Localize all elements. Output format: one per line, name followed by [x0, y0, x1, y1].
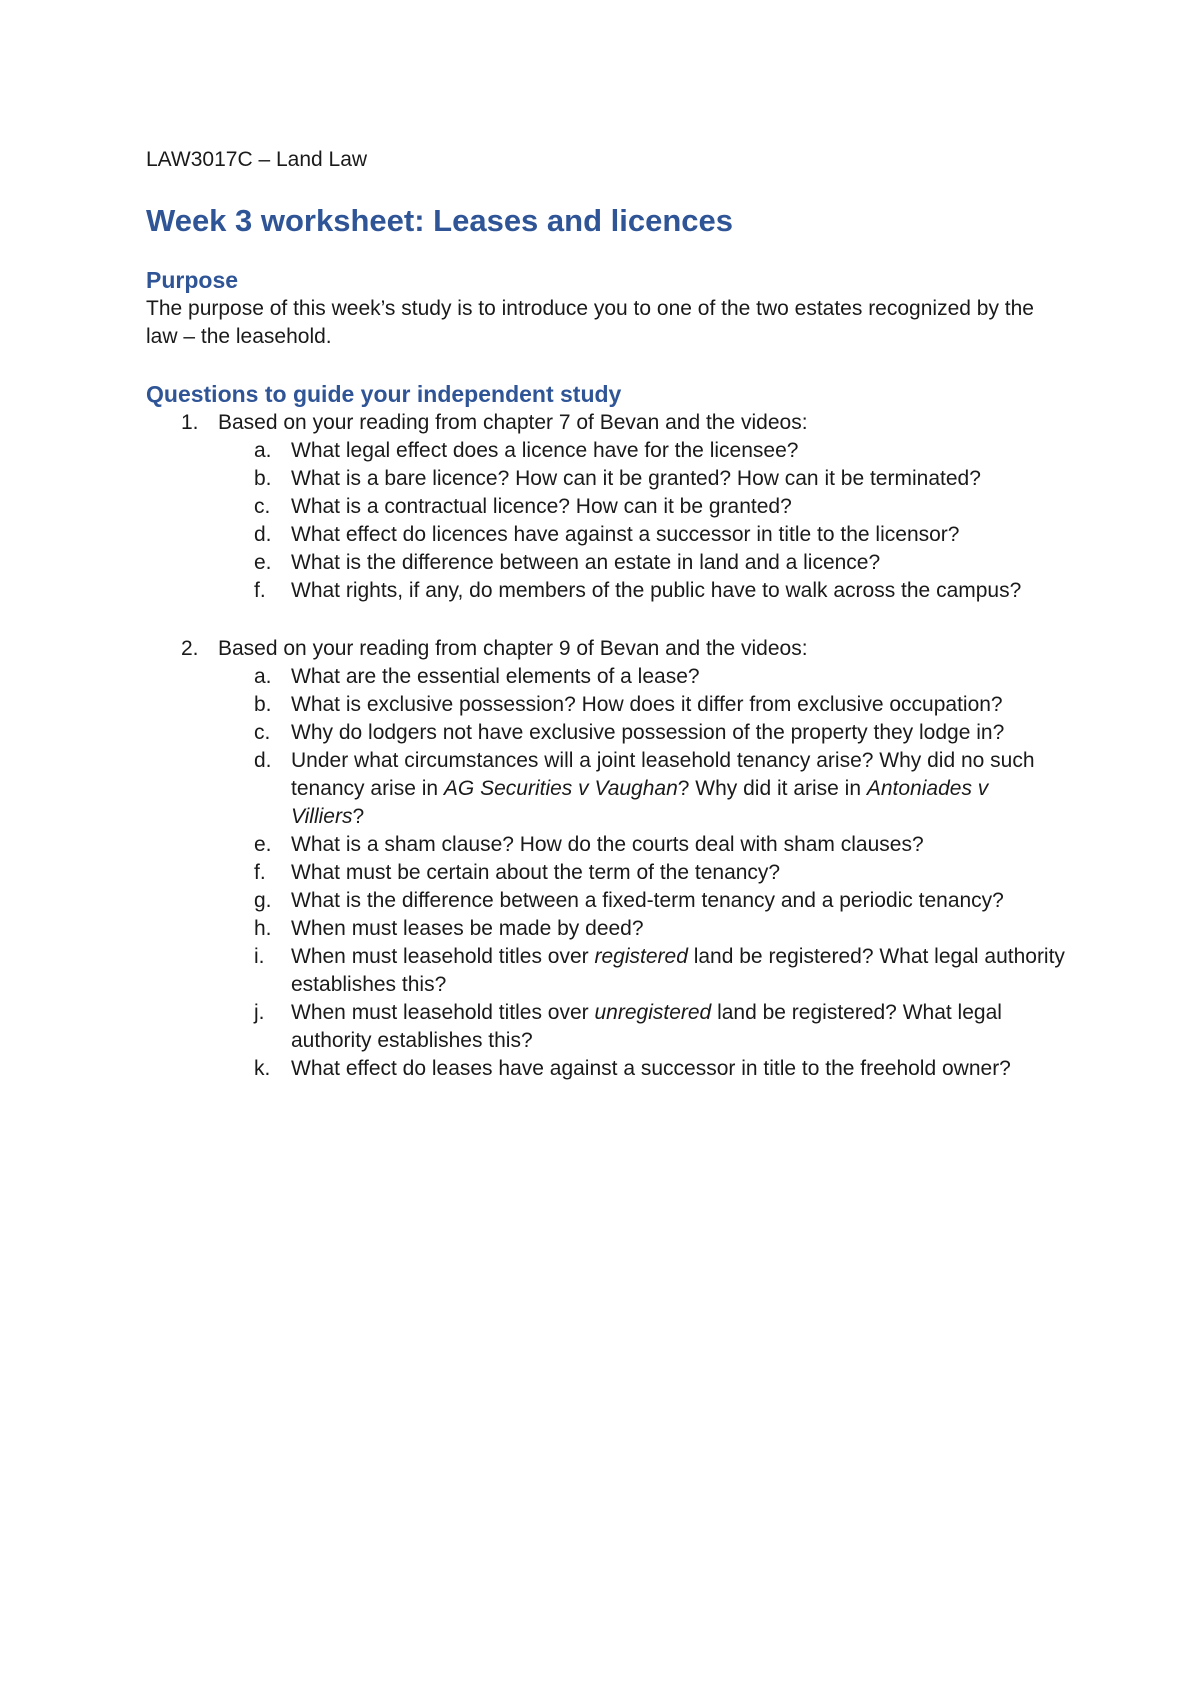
page-title: Week 3 worksheet: Leases and licences — [146, 203, 734, 238]
list-item-text — [291, 1001, 1002, 1052]
list-item-letter: b. — [254, 693, 272, 716]
list-item-text: What is exclusive possession? How does it differ from exclusive occupation? — [291, 693, 1003, 716]
document-content — [146, 146, 1066, 1083]
list-item — [146, 859, 1066, 887]
text-run: ? Why did it arise in — [677, 777, 867, 800]
list-item — [146, 887, 1066, 915]
list-item — [146, 521, 1066, 549]
text-run: When must leasehold titles over — [291, 945, 595, 968]
list-item-letter: b. — [254, 467, 272, 490]
text-run: land be registered? What legal authority establishes this? — [291, 1001, 1002, 1052]
list-item-text: When must leases be made by deed? — [291, 917, 644, 940]
list-item-letter: d. — [254, 749, 272, 772]
text-run: ? — [352, 805, 365, 828]
list-item-text: What is the difference between a fixed-term tenancy and a periodic tenancy? — [291, 889, 1004, 912]
list-item-letter: e. — [254, 833, 272, 856]
list-item-letter: j. — [254, 1001, 265, 1024]
list-item-letter: e. — [254, 551, 272, 574]
list-item-letter: g. — [254, 889, 272, 912]
emphasis: unregistered — [594, 1001, 712, 1024]
list-item — [146, 831, 1066, 859]
list-item — [146, 663, 1066, 691]
list-item-text: What are the essential elements of a lease? — [291, 665, 700, 688]
question-text: Based on your reading from chapter 9 of Bevan and the videos: — [218, 637, 808, 660]
list-item — [146, 1055, 1066, 1083]
case-name: AG Securities v Vaughan — [443, 777, 678, 800]
list-item-letter: k. — [254, 1057, 271, 1080]
list-item-text: What is a contractual licence? How can it be granted? — [291, 495, 792, 518]
list-item-letter: c. — [254, 495, 271, 518]
course-code: LAW3017C – Land Law — [146, 148, 368, 171]
list-item-text: What effect do leases have against a successor in title to the freehold owner? — [291, 1057, 1011, 1080]
list-item-text: What is the difference between an estate in land and a licence? — [291, 551, 881, 574]
list-item-text: Why do lodgers not have exclusive possession of the property they lodge in? — [291, 721, 1005, 744]
list-item — [146, 747, 1066, 831]
question-number: 1. — [181, 411, 199, 434]
question-number: 2. — [181, 637, 199, 660]
list-item — [146, 437, 1066, 465]
list-item-letter: d. — [254, 523, 272, 546]
list-item-letter: f. — [254, 579, 266, 602]
list-item — [146, 493, 1066, 521]
list-item-letter: i. — [254, 945, 265, 968]
list-item-text — [291, 945, 1065, 996]
list-item-letter: h. — [254, 917, 272, 940]
list-item-text: What must be certain about the term of the tenancy? — [291, 861, 781, 884]
list-item — [146, 999, 1066, 1055]
text-run: Under what circumstances will a joint leasehold tenancy arise? Why did no such tenancy arise in — [291, 749, 1035, 800]
purpose-heading: Purpose — [146, 267, 239, 293]
list-item — [146, 465, 1066, 493]
list-item-text: What effect do licences have against a successor in title to the licensor? — [291, 523, 960, 546]
list-item — [146, 577, 1066, 605]
list-item — [146, 943, 1066, 999]
list-item — [146, 719, 1066, 747]
list-item-letter: f. — [254, 861, 266, 884]
emphasis: registered — [594, 945, 688, 968]
question-1 — [146, 409, 1066, 437]
questions-heading: Questions to guide your independent study — [146, 381, 622, 407]
list-item-text: What is a sham clause? How do the courts deal with sham clauses? — [291, 833, 924, 856]
list-item-text: What rights, if any, do members of the public have to walk across the campus? — [291, 579, 1022, 602]
list-item-text: What legal effect does a licence have for the licensee? — [291, 439, 799, 462]
question-text: Based on your reading from chapter 7 of Bevan and the videos: — [218, 411, 808, 434]
text-run: land be registered? What legal authority establishes this? — [291, 945, 1065, 996]
case-name: Antoniades v Villiers — [291, 777, 989, 828]
purpose-text: The purpose of this week’s study is to introduce you to one of the two estates recognized by the law – the leasehold. — [146, 297, 1034, 348]
list-item-letter: a. — [254, 439, 272, 462]
list-item-letter: c. — [254, 721, 271, 744]
list-item — [146, 691, 1066, 719]
question-2 — [146, 635, 1066, 663]
list-item-text — [291, 749, 1035, 828]
list-item — [146, 915, 1066, 943]
list-item-text: What is a bare licence? How can it be granted? How can it be terminated? — [291, 467, 981, 490]
list-item — [146, 549, 1066, 577]
text-run: When must leasehold titles over — [291, 1001, 595, 1024]
list-item-letter: a. — [254, 665, 272, 688]
